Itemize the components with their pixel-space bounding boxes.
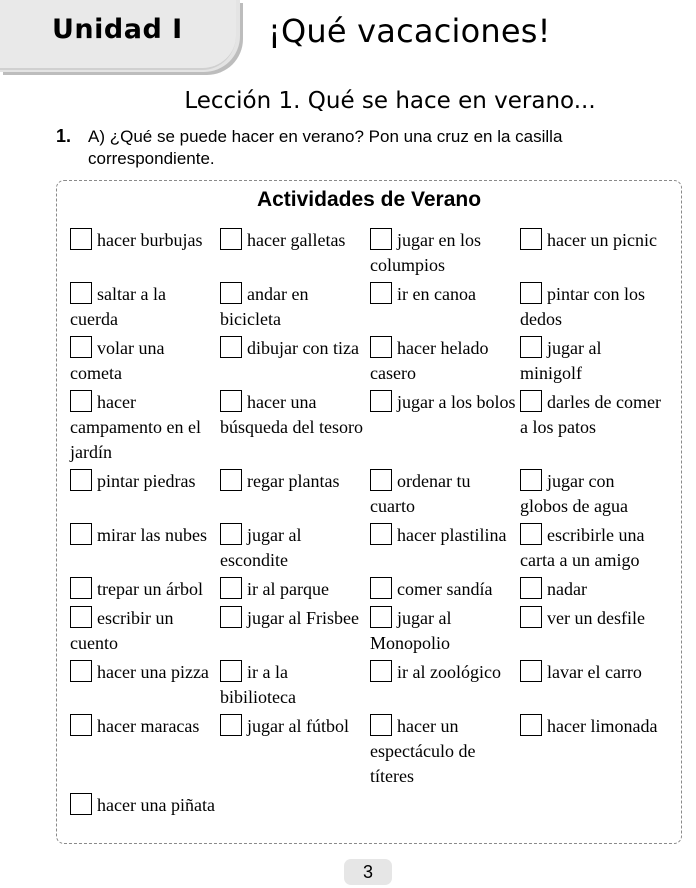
activity-checkbox[interactable] — [370, 469, 392, 491]
activity-label: jugar al Monopolio — [370, 608, 452, 653]
activity-checkbox[interactable] — [70, 390, 92, 412]
activity-item[interactable] — [520, 660, 670, 710]
activity-label: jugar al minigolf — [520, 338, 602, 383]
activity-checkbox[interactable] — [370, 228, 392, 250]
activity-checkbox[interactable] — [520, 282, 542, 304]
activity-item[interactable] — [520, 228, 670, 278]
activity-item[interactable] — [370, 606, 520, 656]
unit-title: ¡Qué vacaciones! — [268, 12, 551, 50]
activity-checkbox[interactable] — [70, 282, 92, 304]
activity-item[interactable] — [370, 660, 520, 710]
activity-label: hacer una piñata — [97, 795, 215, 815]
activity-item[interactable] — [220, 577, 370, 602]
activity-label: hacer limonada — [547, 716, 658, 736]
activity-label: andar en bicicleta — [220, 284, 309, 329]
activity-label: dibujar con tiza — [247, 338, 359, 358]
activity-checkbox[interactable] — [70, 606, 92, 628]
activity-item[interactable] — [520, 606, 670, 656]
activity-checkbox[interactable] — [220, 523, 242, 545]
lesson-title: Lección 1. Qué se hace en verano... — [184, 88, 596, 114]
activity-label: ir al zoológico — [397, 662, 501, 682]
activity-label: lavar el carro — [547, 662, 642, 682]
activity-label: saltar a la cuerda — [70, 284, 166, 329]
activity-item[interactable] — [220, 469, 370, 519]
activity-label: ir en canoa — [397, 284, 476, 304]
activity-item[interactable] — [520, 282, 670, 332]
activity-label: pintar piedras — [97, 471, 196, 491]
activity-checkbox[interactable] — [220, 336, 242, 358]
activity-label: jugar a los bolos — [397, 392, 516, 412]
activity-label: comer sandía — [397, 579, 493, 599]
activity-checkbox[interactable] — [220, 606, 242, 628]
activity-label: hacer burbujas — [97, 230, 203, 250]
activity-checkbox[interactable] — [70, 714, 92, 736]
activity-checkbox[interactable] — [520, 336, 542, 358]
activity-label: hacer una búsqueda del tesoro — [220, 392, 363, 437]
activity-checkbox[interactable] — [70, 469, 92, 491]
activity-item[interactable] — [520, 714, 670, 789]
activities-title: Actividades de Verano — [256, 188, 482, 211]
activity-checkbox[interactable] — [70, 577, 92, 599]
activity-label: pintar con los dedos — [520, 284, 645, 329]
activity-checkbox[interactable] — [370, 606, 392, 628]
activity-label: ver un desfile — [547, 608, 645, 628]
activity-checkbox[interactable] — [370, 390, 392, 412]
activity-checkbox[interactable] — [520, 469, 542, 491]
activity-item[interactable] — [520, 577, 670, 602]
activity-label: hacer un espectáculo de títeres — [370, 716, 476, 786]
activity-checkbox[interactable] — [70, 228, 92, 250]
activity-checkbox[interactable] — [220, 469, 242, 491]
activity-label: jugar al fútbol — [247, 716, 349, 736]
activity-label: hacer campamento en el jardín — [70, 392, 201, 462]
activity-label: jugar al Frisbee — [247, 608, 359, 628]
activity-item[interactable] — [220, 523, 370, 573]
activity-checkbox[interactable] — [520, 660, 542, 682]
activity-label: hacer galletas — [247, 230, 346, 250]
activity-item[interactable] — [520, 469, 670, 519]
activity-checkbox[interactable] — [370, 577, 392, 599]
activities-grid — [70, 228, 670, 818]
activity-item[interactable] — [220, 390, 370, 465]
activity-checkbox[interactable] — [370, 282, 392, 304]
activity-label: hacer helado casero — [370, 338, 489, 383]
activity-item[interactable] — [370, 390, 520, 465]
activity-item[interactable] — [70, 577, 220, 602]
activity-item[interactable] — [70, 336, 220, 386]
activity-label: jugar con globos de agua — [520, 471, 628, 516]
activity-checkbox[interactable] — [220, 577, 242, 599]
activity-label: hacer plastilina — [397, 525, 507, 545]
activity-label: trepar un árbol — [97, 579, 203, 599]
activity-item[interactable] — [70, 660, 220, 710]
activity-item[interactable] — [520, 523, 670, 573]
activity-item[interactable] — [370, 577, 520, 602]
activity-checkbox[interactable] — [220, 714, 242, 736]
activity-checkbox[interactable] — [520, 523, 542, 545]
activity-checkbox[interactable] — [520, 577, 542, 599]
activity-item[interactable] — [70, 228, 220, 278]
activity-item[interactable] — [70, 793, 220, 818]
activity-item[interactable] — [220, 282, 370, 332]
activity-label: hacer una pizza — [97, 662, 209, 682]
activity-item[interactable] — [220, 228, 370, 278]
activity-item[interactable] — [520, 390, 670, 465]
activity-label: ir a la bibilioteca — [220, 662, 296, 707]
activity-label: ir al parque — [247, 579, 329, 599]
activity-item[interactable] — [370, 282, 520, 332]
activity-item[interactable] — [520, 336, 670, 386]
activity-label: hacer maracas — [97, 716, 200, 736]
activity-label: regar plantas — [247, 471, 340, 491]
activity-item[interactable] — [220, 714, 370, 789]
activity-item[interactable] — [370, 523, 520, 573]
activity-checkbox[interactable] — [220, 390, 242, 412]
exercise-instruction: A) ¿Qué se puede hacer en verano? Pon una cruz en la casilla correspondiente. — [88, 127, 563, 168]
activity-checkbox[interactable] — [520, 390, 542, 412]
activity-checkbox[interactable] — [370, 336, 392, 358]
activity-label: hacer un picnic — [547, 230, 657, 250]
activity-checkbox[interactable] — [70, 336, 92, 358]
activity-item[interactable] — [220, 336, 370, 386]
activity-checkbox[interactable] — [70, 523, 92, 545]
activity-label: ordenar tu cuarto — [370, 471, 471, 516]
activity-checkbox[interactable] — [520, 228, 542, 250]
activity-label: volar una cometa — [70, 338, 165, 383]
exercise-number: 1. — [56, 126, 72, 146]
activity-item[interactable] — [70, 390, 220, 465]
activity-label: mirar las nubes — [97, 525, 207, 545]
unit-label: Unidad I — [52, 14, 183, 45]
activity-label: escribirle una carta a un amigo — [520, 525, 645, 570]
activity-item[interactable] — [70, 606, 220, 656]
activity-item[interactable] — [370, 469, 520, 519]
activity-item[interactable] — [370, 336, 520, 386]
activity-item[interactable] — [220, 606, 370, 656]
activity-checkbox[interactable] — [70, 793, 92, 815]
activity-checkbox[interactable] — [220, 228, 242, 250]
activity-label: escribir un cuento — [70, 608, 174, 653]
activity-label: jugar en los columpios — [370, 230, 481, 275]
activity-item[interactable] — [70, 282, 220, 332]
page-number: 3 — [344, 859, 392, 885]
activity-item[interactable] — [370, 228, 520, 278]
activity-label: jugar al escondite — [220, 525, 302, 570]
activity-checkbox[interactable] — [70, 660, 92, 682]
activity-checkbox[interactable] — [370, 714, 392, 736]
activity-checkbox[interactable] — [220, 282, 242, 304]
activity-item[interactable] — [370, 714, 520, 789]
activity-checkbox[interactable] — [220, 660, 242, 682]
activity-checkbox[interactable] — [370, 660, 392, 682]
activity-item[interactable] — [70, 714, 220, 789]
activity-checkbox[interactable] — [520, 606, 542, 628]
activity-checkbox[interactable] — [370, 523, 392, 545]
activity-label: nadar — [547, 579, 587, 599]
activity-item[interactable] — [70, 469, 220, 519]
activity-item[interactable] — [70, 523, 220, 573]
activity-item[interactable] — [220, 660, 370, 710]
activity-label: darles de comer a los patos — [520, 392, 661, 437]
activity-checkbox[interactable] — [520, 714, 542, 736]
